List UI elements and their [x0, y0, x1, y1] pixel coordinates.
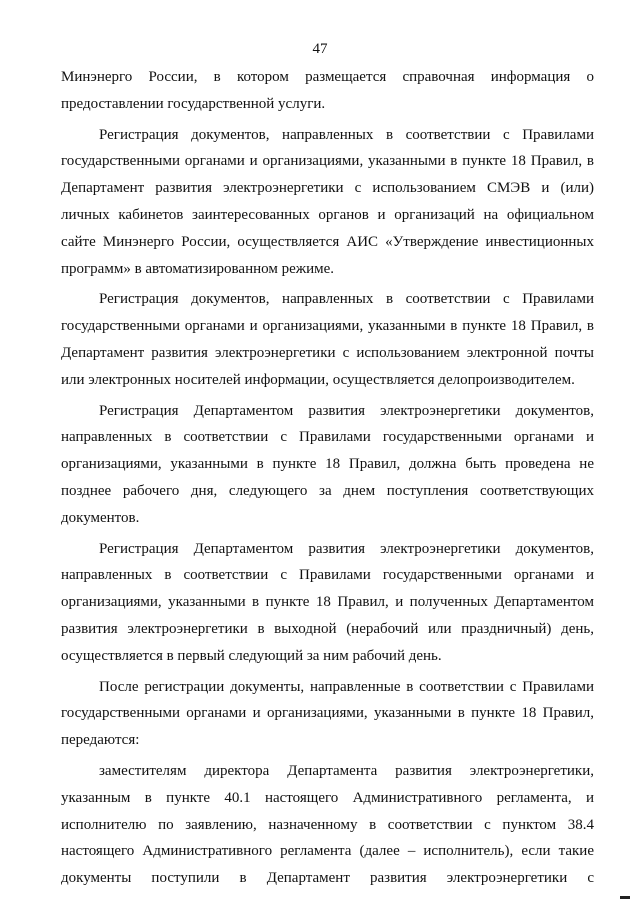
document-body	[61, 64, 594, 892]
text-line: исполнителю по заявлению, назначенному в соответствии с пунктом 38.4	[61, 816, 594, 833]
text-line: предоставлении государственной услуги.	[61, 95, 326, 112]
text-line: Регистрация документов, направленных в соответствии с Правилами	[99, 126, 594, 143]
text-line: направленных в соответствии с Правилами государственными органами и	[61, 567, 594, 584]
scan-artifact-mark	[620, 896, 630, 899]
text-line: сайте Минэнерго России, осуществляется АИС «Утверждение инвестиционных	[61, 233, 594, 250]
text-line: После регистрации документы, направленные в соответствии с Правилами	[99, 678, 594, 695]
text-line: организациями, указанными в пункте 18 Правил, и полученных Департаментом	[61, 594, 594, 611]
text-line: документы поступили в Департамент развития электроэнергетики с	[61, 870, 594, 887]
text-line: или электронных носителей информации, осуществляется делопроизводителем.	[61, 371, 575, 388]
text-line: государственными органами и организациями, указанными в пункте 18 Правил,	[61, 705, 594, 722]
text-line: развития электроэнергетики в выходной (нерабочий или праздничный) день,	[61, 620, 594, 637]
text-line: указанным в пункте 40.1 настоящего Административного регламента, и	[61, 789, 594, 806]
text-line: личных кабинетов заинтересованных органов и организаций на официальном	[61, 206, 594, 223]
text-line: Регистрация Департаментом развития электроэнергетики документов,	[99, 540, 594, 557]
text-line: организациями, указанными в пункте 18 Правил, должна быть проведена не	[61, 456, 594, 473]
text-line: государственными органами и организациями, указанными в пункте 18 Правил, в	[61, 318, 594, 335]
text-line: Департамент развития электроэнергетики с использованием электронной почты	[61, 344, 594, 361]
text-line: государственными органами и организациями, указанными в пункте 18 Правил, в	[61, 153, 594, 170]
text-line: Минэнерго России, в котором размещается справочная информация о	[61, 69, 594, 85]
text-line: Департамент развития электроэнергетики с использованием СМЭВ и (или)	[61, 180, 594, 197]
text-line: документов.	[61, 509, 140, 526]
text-line: настоящего Административного регламента (далее – исполнитель), если такие	[61, 843, 594, 860]
text-line: передаются:	[61, 732, 140, 749]
page-number: 47	[312, 41, 328, 57]
text-line: Регистрация Департаментом развития электроэнергетики документов,	[99, 402, 594, 419]
text-line: заместителям директора Департамента развития электроэнергетики,	[99, 762, 594, 779]
text-line: осуществляется в первый следующий за ним рабочий день.	[61, 647, 442, 664]
text-line: Регистрация документов, направленных в соответствии с Правилами	[99, 291, 594, 308]
text-line: направленных в соответствии с Правилами государственными органами и	[61, 429, 594, 446]
text-line: программ» в автоматизированном режиме.	[61, 260, 335, 277]
text-line: позднее рабочего дня, следующего за днем поступления соответствующих	[61, 482, 594, 499]
